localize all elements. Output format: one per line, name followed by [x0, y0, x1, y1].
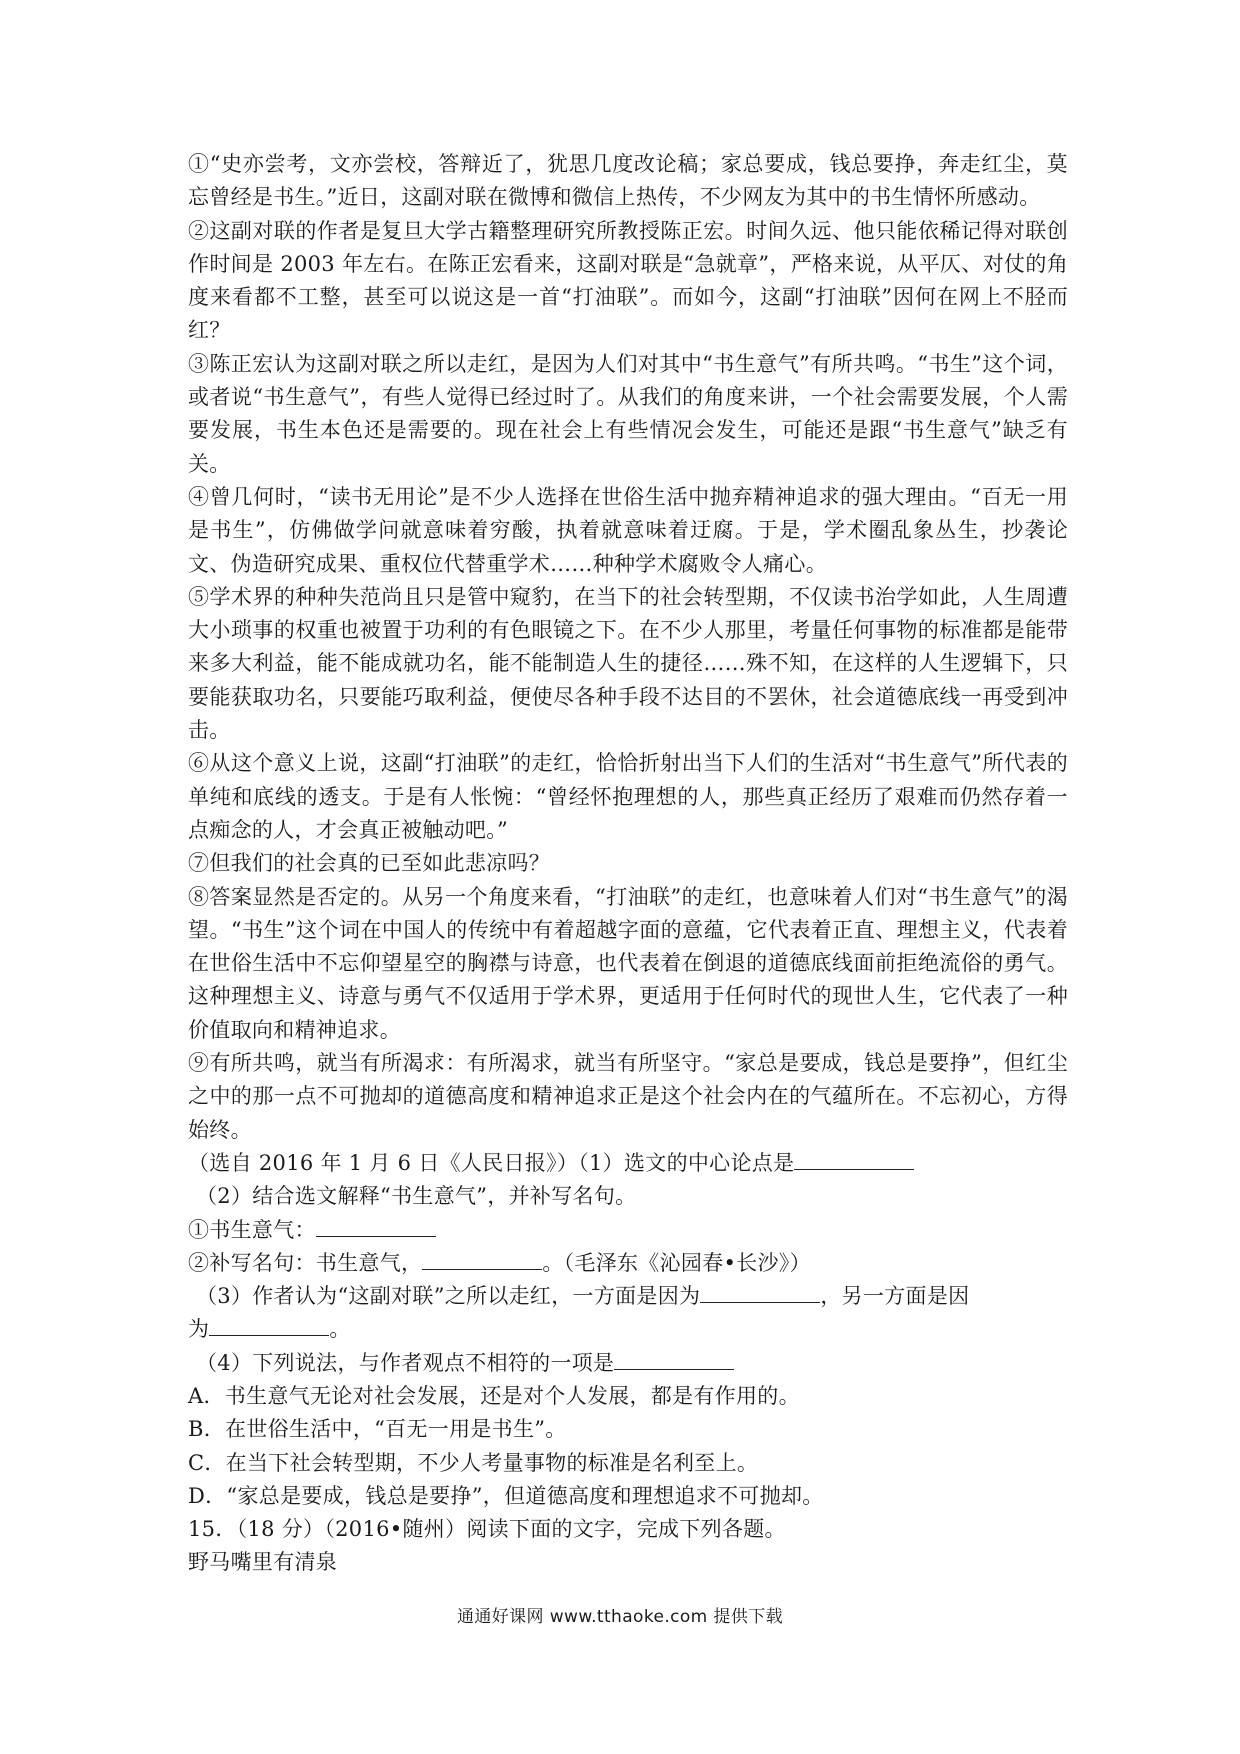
paragraph-7: ⑦但我们的社会真的已至如此悲凉吗？ [188, 851, 551, 876]
question-2a-text: ①书生意气： [188, 1217, 316, 1242]
question-2a [188, 1214, 1068, 1247]
question-3-middle: ，另一方面是因 [820, 1284, 970, 1309]
paragraph-6: ⑥从这个意义上说，这副“打油联”的走红，恰恰折射出当下人们的生活对“书生意气”所代表的单纯和底线的透支。于是有人怅惋：“曾经怀抱理想的人，那些真正经历了艰难而仍然存着一点痴念的人，才会真正被触动吧。” [188, 751, 1068, 842]
question-1 [188, 1147, 1068, 1180]
question-2b-prefix: ②补写名句：书生意气， [188, 1250, 423, 1275]
paragraph-3: ③陈正宏认为这副对联之所以走红，是因为人们对其中“书生意气”有所共鸣。“书生”这个词，或者说“书生意气”，有些人觉得已经过时了。从我们的角度来讲，一个社会需要发展，个人需要发展，书生本色还是需要的。现在社会上有些情况会发生，可能还是跟“书生意气”缺乏有关。 [188, 351, 1068, 476]
paragraph-1: ①“史亦尝考，文亦尝校，答辩近了，犹思几度改论稿；家总要成，钱总要挣，奔走红尘，莫忘曾经是书生。”近日，这副对联在微博和微信上热传，不少网友为其中的书生情怀所感动。 [188, 152, 1068, 210]
paragraph-2: ②这副对联的作者是复旦大学古籍整理研究所教授陈正宏。时间久远、他只能依稀记得对联创作时间是 2003 年左右。在陈正宏看来，这副对联是“急就章”，严格来说，从平仄、对仗的角度来看都不工整，甚至可以说这是一首“打油联”。而如今，这副“打油联”因何在网上不胫而红？ [188, 218, 1068, 343]
question-2b [188, 1247, 1068, 1280]
paragraph-9: ⑨有所共鸣，就当有所渴求：有所渴求，就当有所坚守。“家总是要成，钱总是要挣”，但红尘之中的那一点不可抛却的道德高度和精神追求正是这个社会内在的气蕴所在。不忘初心，方得始终。 [188, 1051, 1068, 1142]
page-footer: 通通好课网 www.tthaoke.com 提供下载 [456, 1607, 784, 1627]
answer-blank-2b[interactable] [422, 1247, 542, 1270]
option-b: B．在世俗生活中，“百无一用是书生”。 [188, 1417, 567, 1442]
question-3-line2 [188, 1313, 1068, 1346]
answer-blank-4[interactable] [614, 1347, 734, 1370]
paragraph-5: ⑤学术界的种种失范尚且只是管中窥豹，在当下的社会转型期，不仅读书治学如此，人生周遭大小琐事的权重也被置于功利的有色眼镜之下。在不少人那里，考量任何事物的标准都是能带来多大利益，能不能成就功名，能不能制造人生的捷径……殊不知，在这样的人生逻辑下，只要能获取功名，只要能巧取利益，便使尽各种手段不达目的不罢休，社会道德底线一再受到冲击。 [188, 584, 1068, 743]
answer-blank-2a[interactable] [316, 1214, 436, 1237]
question-3-line2-text: 为 [188, 1317, 210, 1342]
paragraph-4: ④曾几何时，“读书无用论”是不少人选择在世俗生活中抛弃精神追求的强大理由。“百无一用是书生”，仿佛做学问就意味着穷酸，执着就意味着迂腐。于是，学术圈乱象丛生，抄袭论文、伪造研究成果、重权位代替重学术……种种学术腐败令人痛心。 [188, 484, 1068, 576]
document-body [188, 148, 1068, 1580]
option-c: C．在当下社会转型期，不少人考量事物的标准是名利至上。 [188, 1450, 759, 1475]
question-4-text: （4）下列说法，与作者观点不相符的一项是 [196, 1350, 615, 1375]
question-3 [188, 1280, 1068, 1313]
question-2b-suffix: 。（毛泽东《沁园春•长沙》） [542, 1250, 811, 1275]
question-3-end: 。 [329, 1317, 351, 1342]
option-a: A．书生意气无论对社会发展，还是对个人发展，都是有作用的。 [188, 1383, 800, 1408]
question-2: （2）结合选文解释“书生意气”，并补写名句。 [196, 1184, 637, 1209]
answer-blank-1[interactable] [794, 1147, 914, 1170]
answer-blank-3b[interactable] [209, 1313, 329, 1336]
option-d: D．“家总是要成，钱总是要挣”，但道德高度和理想追求不可抛却。 [188, 1483, 824, 1508]
paragraph-8: ⑧答案显然是否定的。从另一个角度来看，“打油联”的走红，也意味着人们对“书生意气”的渴望。“书生”这个词在中国人的传统中有着超越字面的意蕴，它代表着正直、理想主义，代表着在世俗生活中不忘仰望星空的胸襟与诗意，也代表着在倒退的道德底线面前拒绝流俗的勇气。这种理想主义、诗意与勇气不仅适用于学术界，更适用于任何时代的现世人生，它代表了一种价值取向和精神追求。 [188, 884, 1068, 1042]
next-article-title: 野马嘴里有清泉 [188, 1550, 338, 1575]
question-1-text: （选自 2016 年 1 月 6 日《人民日报》）（1）选文的中心论点是 [188, 1150, 795, 1175]
question-3-prefix: （3）作者认为“这副对联”之所以走红，一方面是因为 [196, 1284, 701, 1309]
question-15-heading: 15．（18 分）（2016•随州）阅读下面的文字，完成下列各题。 [188, 1517, 786, 1542]
answer-blank-3a[interactable] [700, 1280, 820, 1303]
question-4 [188, 1347, 1068, 1380]
